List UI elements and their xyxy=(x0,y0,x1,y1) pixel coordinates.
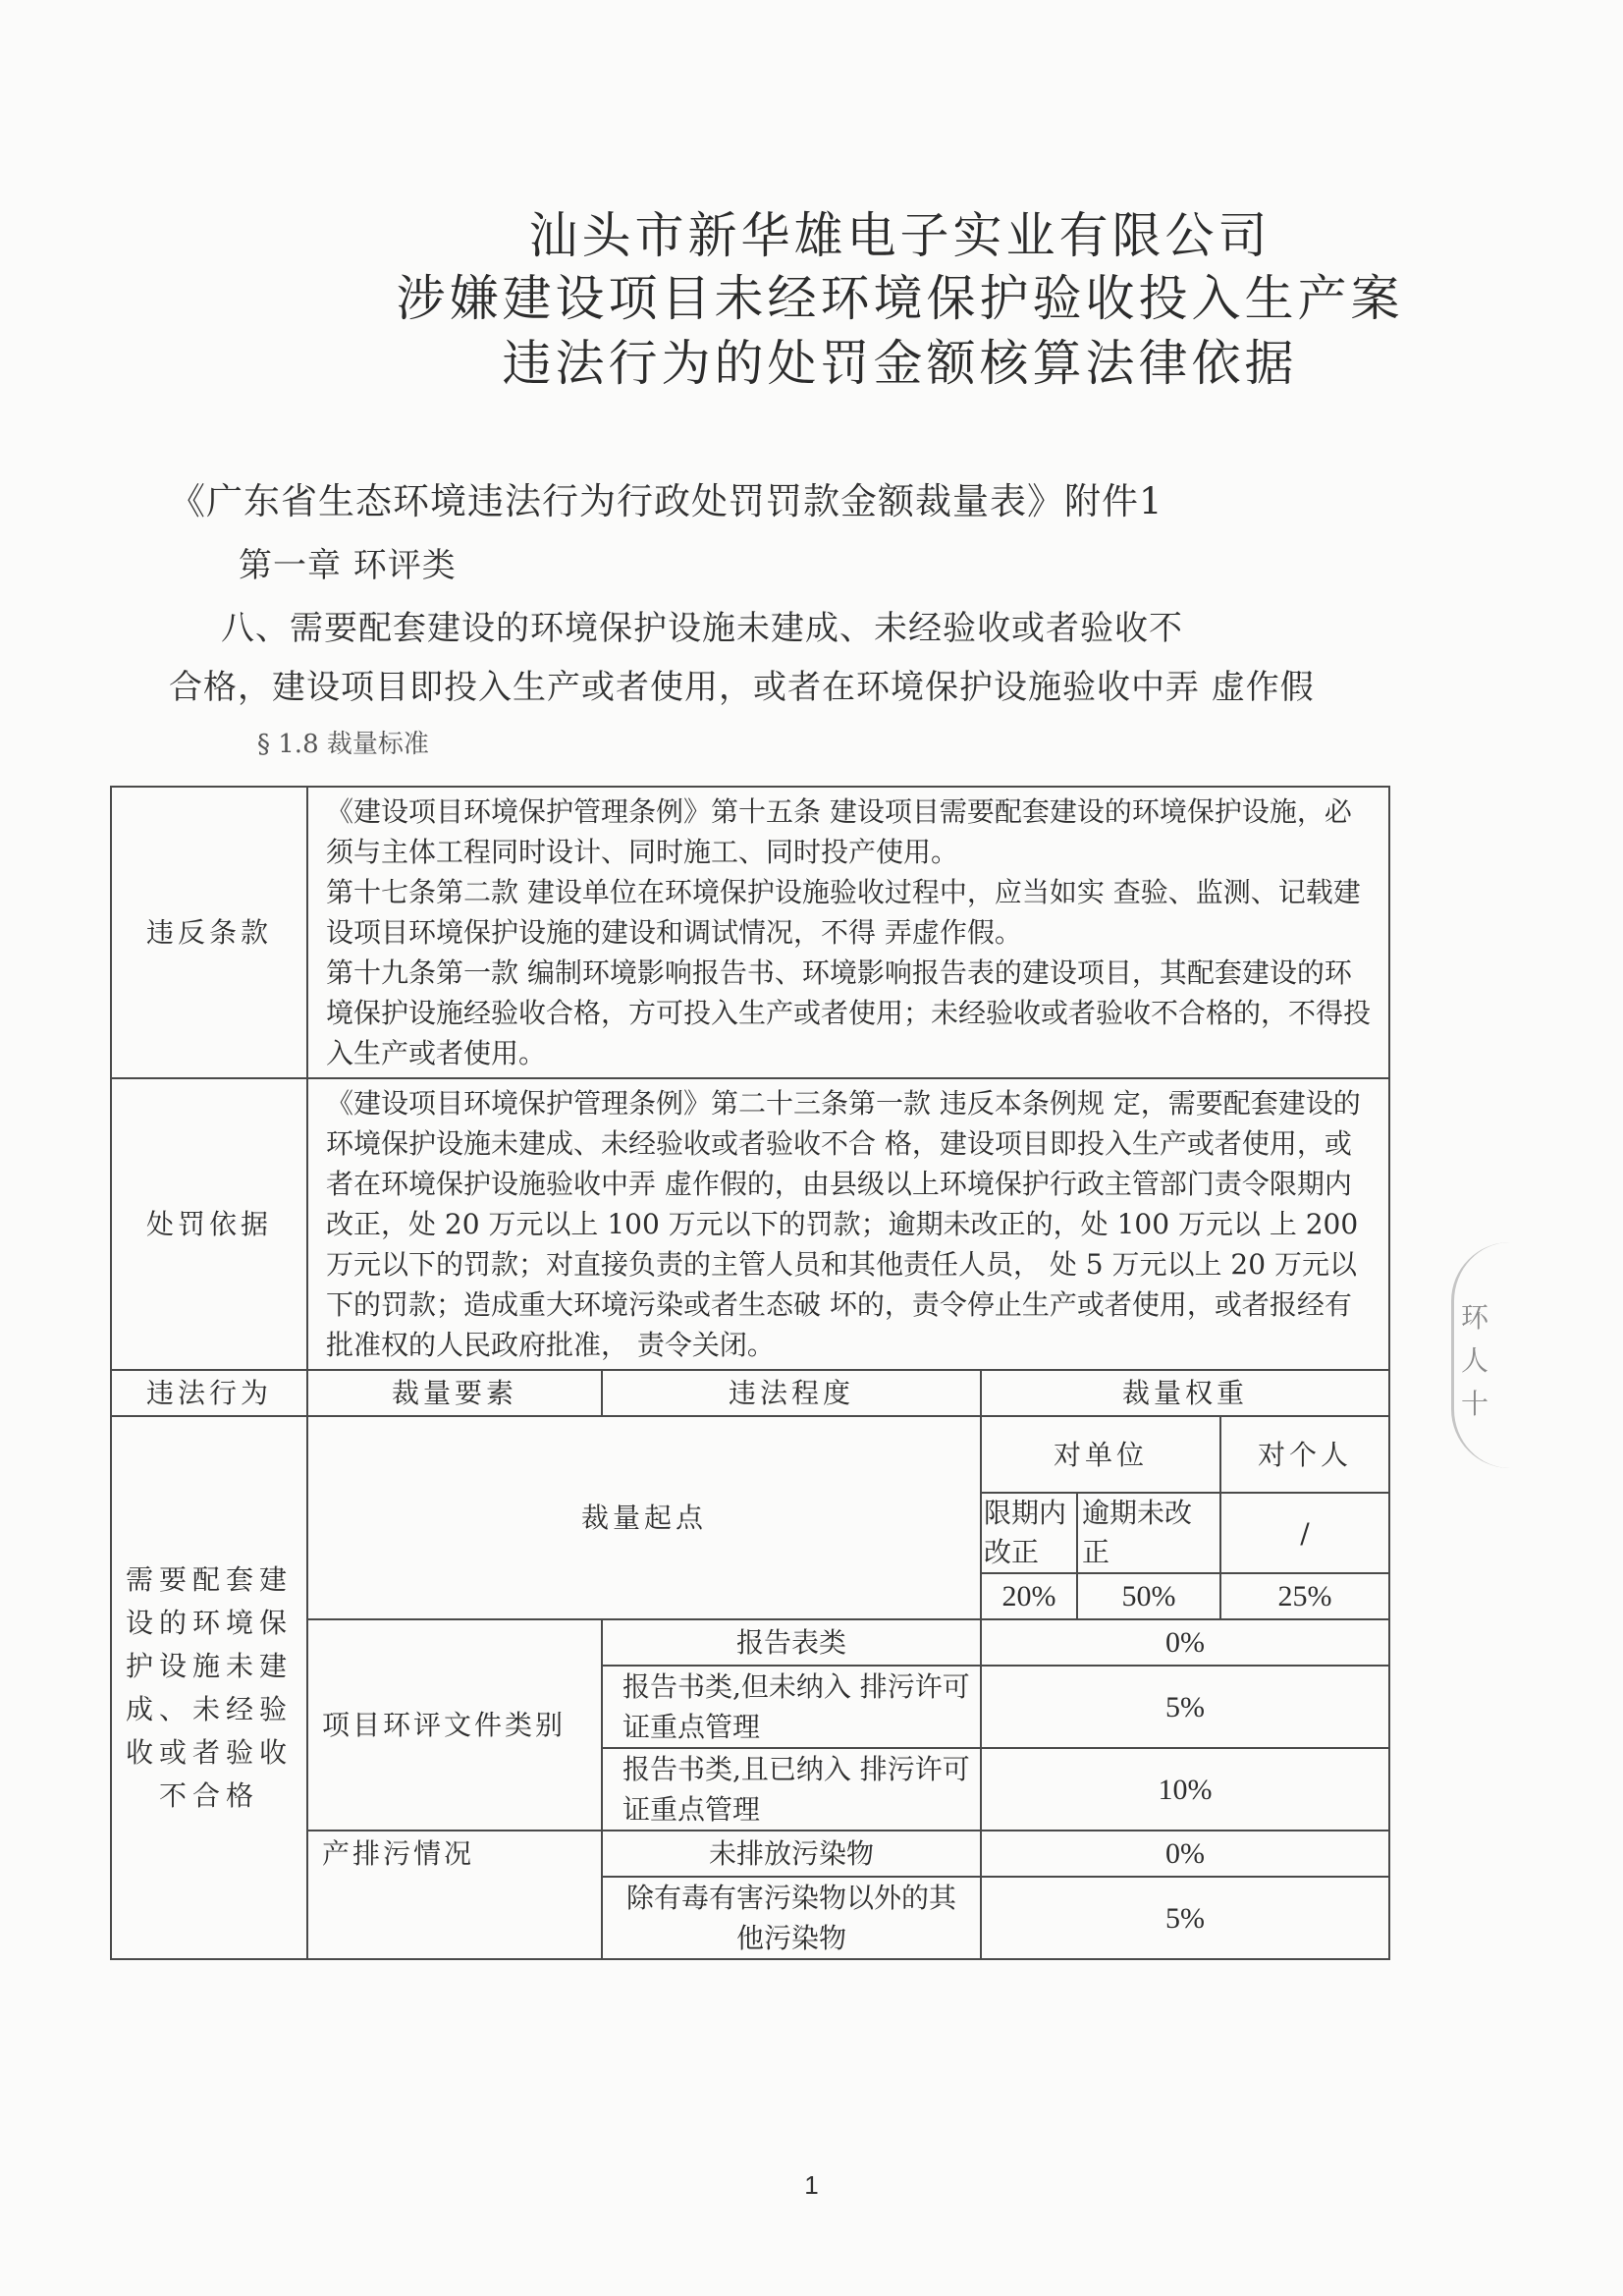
start-point-row-1 xyxy=(111,1416,1389,1493)
section-heading: § 1.8 裁量标准 xyxy=(257,730,429,759)
stamp-text: 环人十 xyxy=(1460,1301,1488,1420)
to-individual-label: 对个人 xyxy=(1220,1416,1389,1493)
discretion-table xyxy=(110,786,1390,1960)
degree-cell: 报告书类,且已纳入 排污许可证重点管理 xyxy=(602,1748,981,1831)
overdue-label: 逾期未改正 xyxy=(1077,1493,1220,1573)
penalty-basis-text: 《建设项目环境保护管理条例》第二十三条第一款 违反本条例规 定，需要配套建设的环境保护设施未建成、未经验收或者验收不合 格，建设项目即投入生产或者使用，或者在环境保护设施验收中弄 虚作假的，由县级以上环境保护行政主管部门责令限期内改正，处 20 万元以上 100 万元以下的罚款；逾期未改正的，处 100 万元以 上 200 万元以下的罚款；对直接负责的主管人员和其他责任人员， 处 5 万元以上 20 万元以下的罚款；造成重大环境污染或者生态破 坏的，责令停止生产或者使用，或者报经有批准权的人民政府批准， 责令关闭。 xyxy=(307,1078,1389,1370)
weight-cell: 5% xyxy=(981,1666,1389,1748)
page-number: 1 xyxy=(804,2170,819,2200)
clause-paragraph: 第十七条第二款 建设单位在环境保护设施验收过程中，应当如实 查验、监测、记载建设项目环境保护设施的建设和调试情况，不得 弄虚作假。 xyxy=(326,876,1361,949)
header-weight: 裁量权重 xyxy=(981,1370,1389,1416)
degree-cell: 除有毒有害污染物以外的其他污染物 xyxy=(602,1877,981,1959)
weight-cell: 5% xyxy=(981,1877,1389,1959)
document-title-line-2: 涉嫌建设项目未经环境保护验收投入生产案 xyxy=(396,270,1404,327)
header-degree: 违法程度 xyxy=(602,1370,981,1416)
weight-cell: 10% xyxy=(981,1748,1389,1831)
violation-clause-label: 违反条款 xyxy=(111,787,307,1078)
chapter-heading: 第一章 环评类 xyxy=(239,546,457,585)
violation-clause-text xyxy=(307,787,1389,1078)
within-deadline-label: 限期内改正 xyxy=(981,1493,1077,1573)
weight-overdue: 50% xyxy=(1077,1573,1220,1619)
penalty-basis-row xyxy=(111,1078,1389,1370)
weight-within-deadline: 20% xyxy=(981,1573,1077,1619)
item-heading-line-1: 八、需要配套建设的环境保护设施未建成、未经验收或者验收不 xyxy=(221,609,1183,648)
header-behavior: 违法行为 xyxy=(111,1370,307,1416)
degree-cell: 报告表类 xyxy=(602,1619,981,1666)
weight-cell: 0% xyxy=(981,1619,1389,1666)
penalty-basis-label: 处罚依据 xyxy=(111,1078,307,1370)
to-unit-label: 对单位 xyxy=(981,1416,1220,1493)
degree-cell: 报告书类,但未纳入 排污许可证重点管理 xyxy=(602,1666,981,1748)
element-pollution-status: 产排污情况 xyxy=(307,1831,602,1959)
weight-cell: 0% xyxy=(981,1831,1389,1877)
table-header-row xyxy=(111,1370,1389,1416)
header-element: 裁量要素 xyxy=(307,1370,602,1416)
individual-slash: / xyxy=(1220,1493,1389,1573)
document-title-line-1: 汕头市新华雄电子实业有限公司 xyxy=(528,207,1271,264)
violation-clause-row xyxy=(111,787,1389,1078)
item-heading-line-2: 合格，建设项目即投入生产或者使用，或者在环境保护设施验收中弄 虚作假 xyxy=(169,668,1315,707)
element-eia-category: 项目环评文件类别 xyxy=(307,1619,602,1831)
weight-individual: 25% xyxy=(1220,1573,1389,1619)
violation-behavior-cell: 需要配套建设的环境保护设施未建成、未经验收或者验收不合格 xyxy=(111,1416,307,1959)
document-title-line-3: 违法行为的处罚金额核算法律依据 xyxy=(502,335,1298,392)
clause-paragraph: 第十九条第一款 编制环境影响报告书、环境影响报告表的建设项目，其配套建设的环境保护设施经验收合格，方可投入生产或者使用；未经验收或者验收不合格的，不得投入生产或者使用。 xyxy=(326,957,1372,1069)
source-reference: 《广东省生态环境违法行为行政处罚罚款金额裁量表》附件1 xyxy=(169,480,1163,522)
clause-paragraph: 《建设项目环境保护管理条例》第十五条 建设项目需要配套建设的环境保护设施，必须与主体工程同时设计、同时施工、同时投产使用。 xyxy=(326,795,1352,868)
start-point-label: 裁量起点 xyxy=(307,1416,981,1619)
degree-cell: 未排放污染物 xyxy=(602,1831,981,1877)
